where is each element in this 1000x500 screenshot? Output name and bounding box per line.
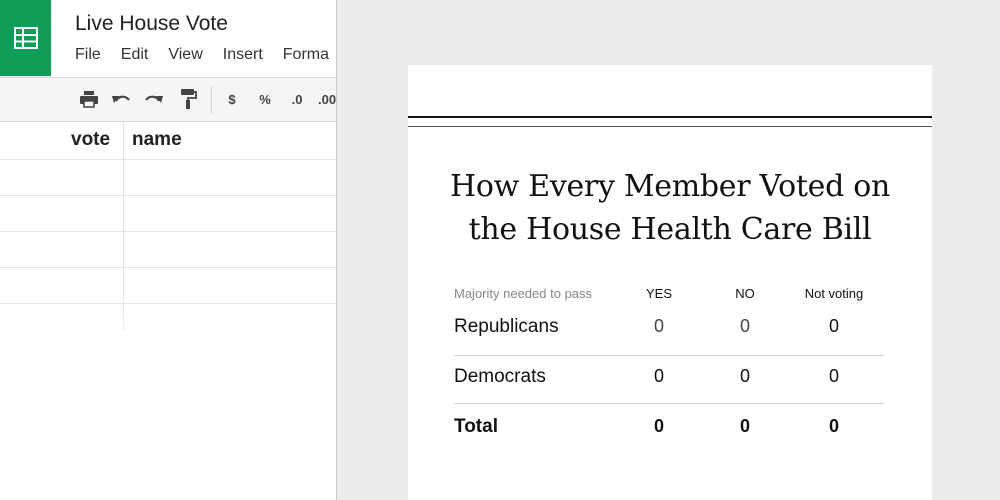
not-voting-count: 0 xyxy=(828,316,839,336)
menu-format[interactable]: Forma xyxy=(282,46,329,63)
redo-icon[interactable] xyxy=(143,88,165,110)
table-row-democrats xyxy=(454,366,884,416)
menu-insert[interactable]: Insert xyxy=(222,46,263,63)
yes-count: 0 xyxy=(653,316,664,336)
row-divider xyxy=(0,267,337,268)
no-header: NO xyxy=(735,286,755,301)
spreadsheet-grid-icon xyxy=(14,27,38,49)
headline-line-2: the House Health Care Bill xyxy=(468,212,872,247)
headline xyxy=(408,165,932,251)
table-row-republicans xyxy=(454,316,884,366)
increase-decimal-button[interactable]: .00 xyxy=(318,91,337,107)
party-label: Republicans xyxy=(454,316,559,337)
column-header-vote[interactable]: vote xyxy=(71,129,111,150)
yes-count: 0 xyxy=(653,366,664,386)
decrease-decimal-button[interactable]: .0 xyxy=(291,91,303,107)
row-divider xyxy=(454,355,884,356)
row-divider xyxy=(0,159,337,160)
not-voting-count: 0 xyxy=(828,416,839,436)
row-divider xyxy=(0,231,337,232)
header-rule-thick xyxy=(408,116,932,118)
no-count: 0 xyxy=(739,366,750,386)
sheets-logo-icon[interactable] xyxy=(0,0,51,76)
yes-count: 0 xyxy=(653,416,664,436)
vote-graphic-card xyxy=(408,65,932,500)
menu-view[interactable]: View xyxy=(168,46,203,63)
majority-label: Majority needed to pass xyxy=(454,286,593,301)
party-label: Democrats xyxy=(454,366,546,387)
menu-bar xyxy=(75,46,337,64)
row-divider xyxy=(0,195,337,196)
headline-line-1: How Every Member Voted on xyxy=(449,169,891,204)
yes-header: YES xyxy=(645,286,672,301)
menu-edit[interactable]: Edit xyxy=(120,46,149,63)
document-title[interactable]: Live House Vote xyxy=(75,12,228,35)
toolbar-divider xyxy=(211,86,212,114)
currency-format-button[interactable]: $ xyxy=(228,91,236,107)
header-rule-thin xyxy=(408,126,932,127)
party-label: Total xyxy=(454,416,498,437)
no-count: 0 xyxy=(739,316,750,336)
toolbar xyxy=(0,77,337,122)
grid-fade-overlay xyxy=(0,292,337,372)
spreadsheet-grid[interactable] xyxy=(0,122,337,500)
row-divider xyxy=(454,403,884,404)
table-row-total xyxy=(454,416,884,466)
not-voting-count: 0 xyxy=(828,366,839,386)
menu-file[interactable]: File xyxy=(75,46,101,63)
print-icon[interactable] xyxy=(78,88,100,110)
undo-icon[interactable] xyxy=(110,88,132,110)
percent-format-button[interactable]: % xyxy=(259,91,271,107)
column-header-name[interactable]: name xyxy=(132,129,182,150)
paint-format-icon[interactable] xyxy=(177,88,199,110)
spreadsheet-panel xyxy=(0,0,337,500)
no-count: 0 xyxy=(739,416,750,436)
not-voting-header: Not voting xyxy=(804,286,864,301)
